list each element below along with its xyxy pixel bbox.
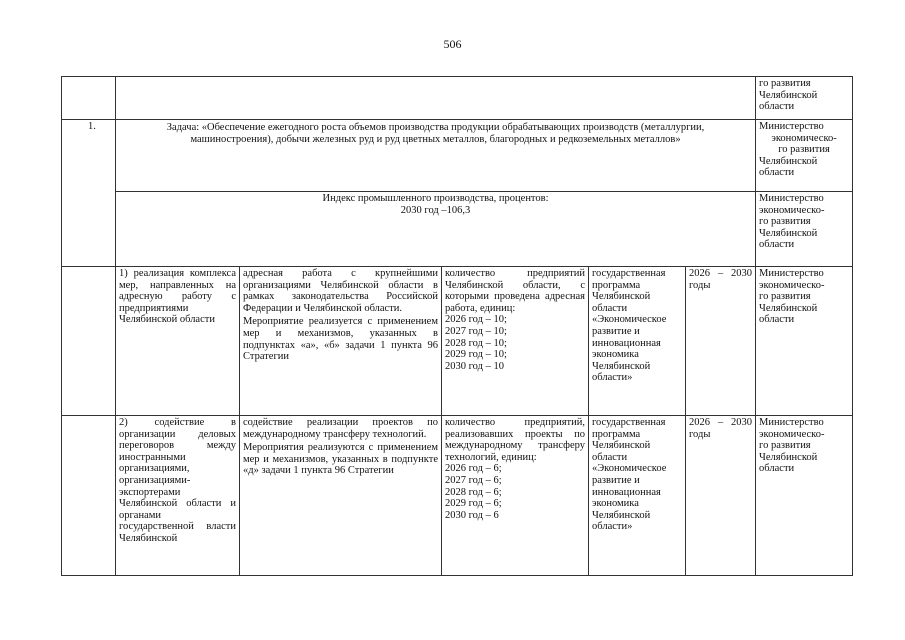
indicator-value: 2030 год –106,3 — [400, 204, 471, 216]
strategy-table — [61, 76, 853, 576]
responsible-line: Челябинской — [759, 89, 818, 101]
number-cell-empty — [62, 416, 116, 576]
responsible-line: Министерство — [759, 268, 824, 279]
measure-program: государственная программа Челябинской области «Экономическое развитие и инновационная экономика Челябинской области» — [589, 416, 686, 576]
measure-result — [442, 267, 589, 416]
measure-period: 2026 – 2030 годы — [686, 267, 756, 416]
number-cell-empty — [62, 77, 116, 120]
table-row-task — [62, 120, 853, 192]
table-row-measure — [62, 267, 853, 416]
result-value: 2030 год – 10 — [445, 360, 504, 372]
result-value: 2028 год – 10; — [445, 337, 507, 349]
result-intro: количество предприятий Челябинской области, с которыми проведена адресная работа, единиц: — [445, 268, 585, 314]
responsible-line: Челябинской — [759, 227, 818, 239]
responsible-line: области — [759, 314, 795, 326]
result-value: 2026 год – 10; — [445, 314, 507, 326]
responsible-line: области — [759, 167, 795, 179]
measure-note: Мероприятия реализуются с применением мер и механизмов, указанных в подпункте «д» задачи 1 пункта 96 Стратегии — [243, 442, 438, 477]
result-value: 2027 год – 10; — [445, 325, 507, 337]
responsible-line: Челябинской — [759, 451, 818, 463]
responsible-line: области — [759, 463, 795, 475]
responsible-line: го развития — [759, 291, 811, 303]
responsible-line: Министерство — [759, 193, 824, 204]
responsible-line: Министерство — [759, 121, 824, 132]
responsible-line: экономическо- — [759, 279, 825, 291]
result-value: 2029 год – 6; — [445, 498, 502, 510]
measure-responsible — [756, 267, 853, 416]
responsible-line: го развития — [778, 144, 830, 156]
measure-content — [240, 267, 442, 416]
result-value: 2029 год – 10; — [445, 349, 507, 361]
responsible-line: экономическо- — [771, 132, 837, 144]
responsible-line: Челябинской — [759, 302, 818, 314]
number-cell-empty — [62, 267, 116, 416]
task-text: Задача: «Обеспечение ежегодного роста объемов производства продукции обрабатывающих производств (металлургии, машиностроения), добычи железных руд и руд цветных металлов, благородных и редкоземельных металлов» — [116, 120, 756, 192]
content-cell-empty — [116, 77, 756, 120]
measure-content — [240, 416, 442, 576]
result-value: 2027 год – 6; — [445, 474, 502, 486]
responsible-line: экономическо- — [759, 428, 825, 440]
measure-program: государственная программа Челябинской области «Экономическое развитие и инновационная экономика Челябинской области» — [589, 267, 686, 416]
page-number: 506 — [443, 37, 462, 51]
measure-description: содействие реализации проектов по международному трансферу технологий. — [243, 417, 438, 440]
responsible-line: области — [759, 239, 795, 251]
responsible-line: области — [759, 101, 795, 113]
table-row-indicator — [62, 192, 853, 267]
measure-note: Мероприятие реализуется с применением мер и механизмов, указанных в подпунктах «а», «б» задачи 1 пункта 96 Стратегии — [243, 316, 438, 363]
responsible-line: го развития — [759, 216, 811, 228]
responsible-cell — [756, 77, 853, 120]
result-intro: количество предприятий, реализовавших проекты по международному трансферу технологий, единиц: — [445, 417, 585, 463]
result-value: 2030 год – 6 — [445, 509, 499, 521]
responsible-line: го развития — [759, 78, 811, 89]
task-number: 1. — [62, 120, 116, 267]
measure-name: 1) реализация комплекса мер, направленных на адресную работу с предприятиями Челябинской области — [116, 267, 240, 416]
result-value: 2026 год – 6; — [445, 463, 502, 475]
task-responsible — [756, 120, 853, 192]
measure-result — [442, 416, 589, 576]
responsible-line: экономическо- — [759, 204, 825, 216]
indicator-title: Индекс промышленного производства, процентов: — [322, 193, 549, 204]
responsible-line: Министерство — [759, 417, 824, 428]
responsible-line: го развития — [759, 440, 811, 452]
indicator-cell — [116, 192, 756, 267]
result-value: 2028 год – 6; — [445, 486, 502, 498]
measure-name: 2) содействие в организации деловых переговоров между иностранными организациями, организациями-экспортерами Челябинской области и органами государственной власти Челябинской — [116, 416, 240, 576]
responsible-line: Челябинской — [759, 155, 818, 167]
table-row-continuation — [62, 77, 853, 120]
measure-period: 2026 – 2030 годы — [686, 416, 756, 576]
table-row-measure — [62, 416, 853, 576]
measure-responsible — [756, 416, 853, 576]
indicator-responsible — [756, 192, 853, 267]
measure-description: адресная работа с крупнейшими организациями Челябинской области в рамках законодательства Российской Федерации и Челябинской области. — [243, 268, 438, 314]
